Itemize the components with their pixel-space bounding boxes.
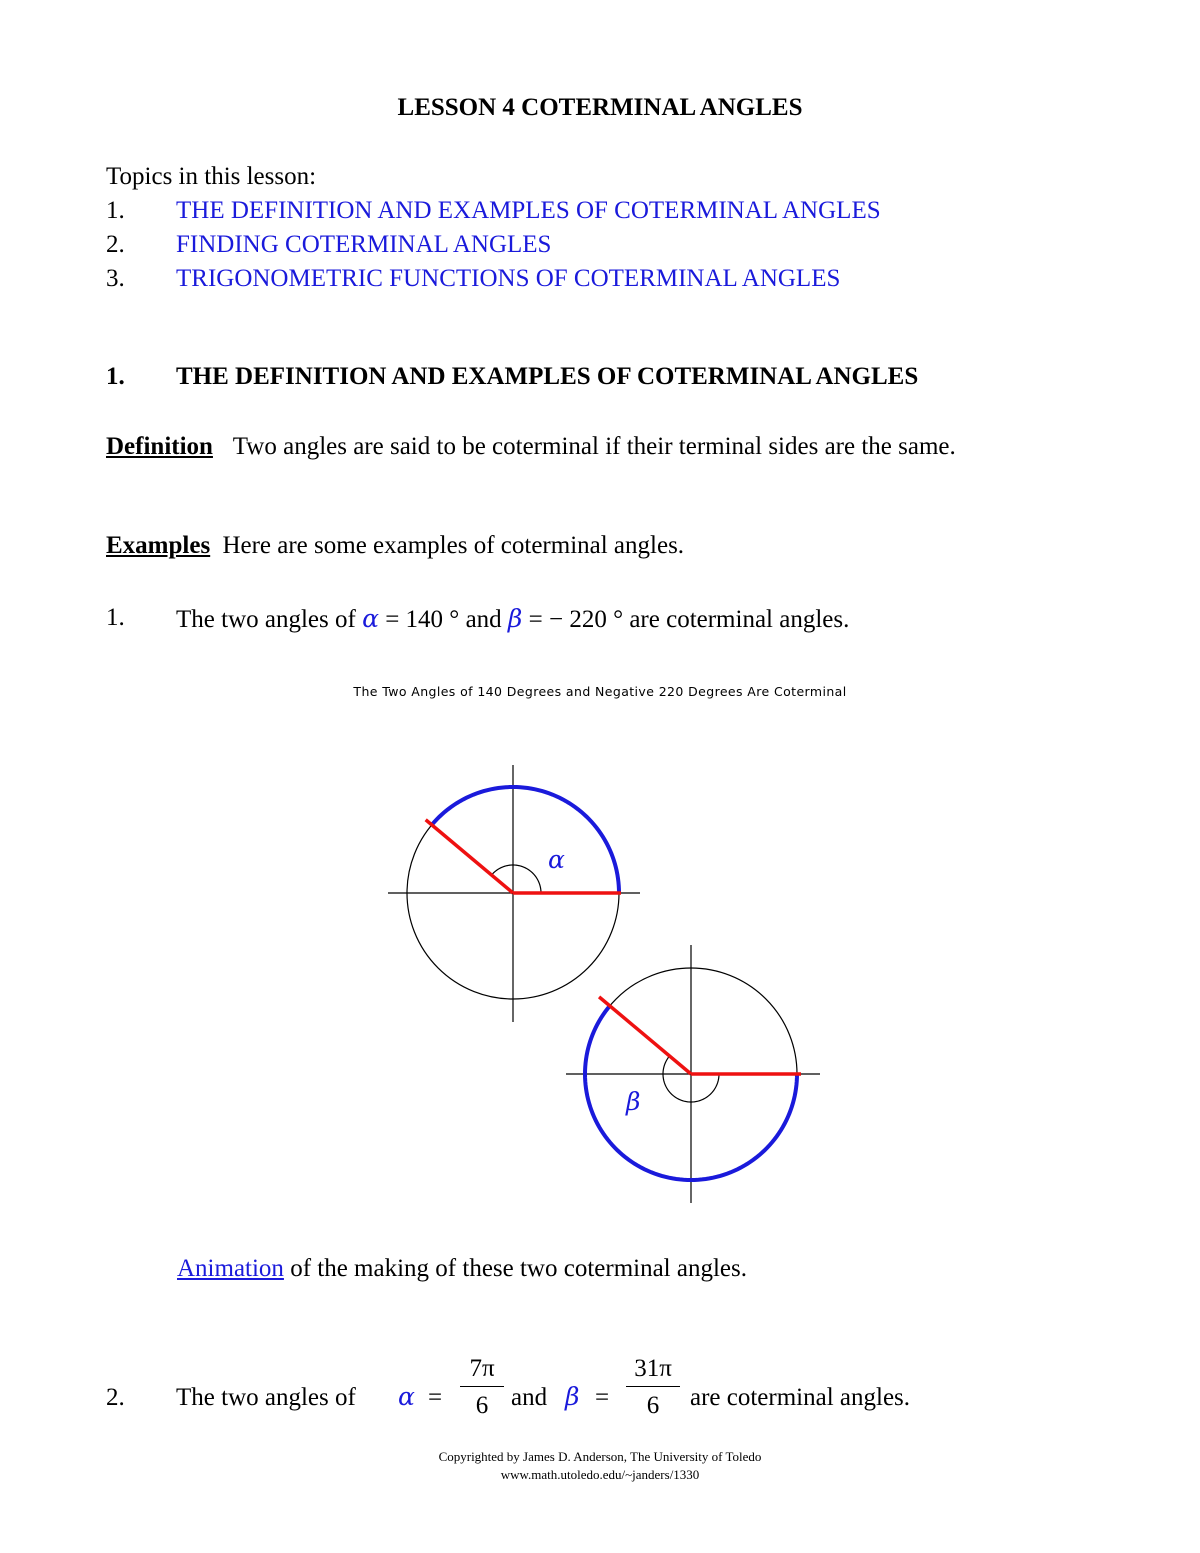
definition-text: Two angles are said to be coterminal if their terminal sides are the same. bbox=[232, 433, 956, 460]
fraction-bar bbox=[626, 1386, 680, 1387]
alpha-symbol: α bbox=[362, 604, 379, 633]
alpha-symbol: α bbox=[398, 1382, 415, 1411]
alpha-fraction bbox=[460, 1354, 504, 1421]
section-title: THE DEFINITION AND EXAMPLES OF COTERMINAL ANGLES bbox=[176, 363, 919, 390]
and-word: and bbox=[511, 1384, 548, 1411]
examples-label: Examples bbox=[106, 532, 211, 559]
example-2-prefix: The two angles of bbox=[176, 1384, 356, 1411]
example-2-suffix: are coterminal angles. bbox=[690, 1384, 911, 1411]
alpha-numerator: 7π bbox=[469, 1355, 495, 1382]
examples-text: Here are some examples of coterminal angles. bbox=[222, 532, 685, 559]
alpha-arc bbox=[432, 787, 619, 893]
example-1-prefix: The two angles of bbox=[176, 606, 356, 633]
topic-link-trig-functions[interactable]: TRIGONOMETRIC FUNCTIONS OF COTERMINAL ANGLES bbox=[176, 265, 841, 292]
footer-copyright: Copyrighted by James D. Anderson, The University of Toledo bbox=[438, 1449, 762, 1464]
equals-sign: = bbox=[595, 1384, 610, 1411]
topic-number: 1. bbox=[106, 197, 125, 224]
footer-url[interactable]: www.math.utoledo.edu/~janders/1330 bbox=[500, 1467, 700, 1482]
beta-fraction bbox=[626, 1354, 680, 1421]
topic-number: 2. bbox=[106, 231, 125, 258]
and-word: and bbox=[465, 606, 502, 633]
example-1-suffix: are coterminal angles. bbox=[629, 606, 850, 633]
section-number: 1. bbox=[106, 363, 125, 390]
alpha-terminal-side bbox=[426, 820, 513, 893]
definition-label: Definition bbox=[106, 433, 213, 460]
page-title: LESSON 4 COTERMINAL ANGLES bbox=[397, 94, 803, 121]
beta-diagram bbox=[566, 945, 820, 1203]
example-number: 1. bbox=[106, 604, 125, 631]
beta-numerator: 31π bbox=[634, 1355, 672, 1382]
alpha-label: α bbox=[548, 845, 565, 874]
figure-caption: The Two Angles of 140 Degrees and Negative 220 Degrees Are Coterminal bbox=[353, 684, 847, 699]
example-number: 2. bbox=[106, 1384, 125, 1411]
animation-line bbox=[177, 1255, 747, 1283]
beta-label: β bbox=[626, 1087, 641, 1116]
beta-denominator: 6 bbox=[646, 1392, 660, 1419]
animation-text: of the making of these two coterminal angles. bbox=[283, 1255, 747, 1282]
animation-link[interactable]: Animation bbox=[177, 1255, 284, 1282]
alpha-value: = 140 ° bbox=[385, 606, 460, 633]
topics-heading: Topics in this lesson: bbox=[106, 163, 317, 190]
beta-terminal-side bbox=[599, 997, 691, 1074]
fraction-bar bbox=[460, 1386, 504, 1387]
example-2 bbox=[106, 1355, 1106, 1432]
alpha-denominator: 6 bbox=[475, 1392, 489, 1419]
topic-link-finding[interactable]: FINDING COTERMINAL ANGLES bbox=[176, 231, 552, 258]
topic-number: 3. bbox=[106, 265, 125, 292]
topic-link-definition[interactable]: THE DEFINITION AND EXAMPLES OF COTERMINAL ANGLES bbox=[176, 197, 881, 224]
beta-value: = − 220 ° bbox=[528, 606, 624, 633]
beta-symbol: β bbox=[565, 1382, 580, 1411]
alpha-diagram bbox=[388, 765, 640, 1022]
beta-symbol: β bbox=[507, 604, 523, 633]
equals-sign: = bbox=[428, 1384, 443, 1411]
